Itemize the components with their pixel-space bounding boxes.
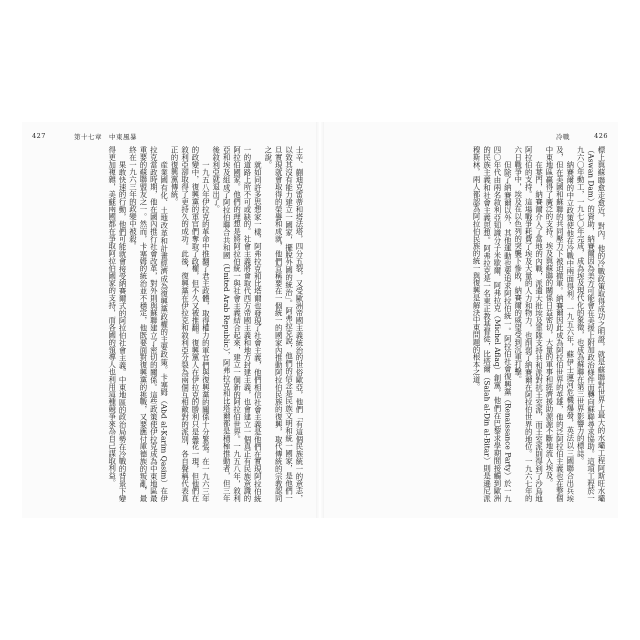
right-paragraph-4: 但除了納賽爾以外，其他運動也要追求阿拉伯統一。阿拉伯社會復興黨（Renaissance Party）於一九四〇年代由兩名敘利亞知識分子米歇爾．阿弗拉克（Michel Aflaq）創黨，他們在巴黎求學期間接觸到歐洲的民族主義和社會主義思想。阿弗拉克是一名東正教基督徒，比塔爾（Salah al-Din al-Bitar）則是遜尼派穆斯林，兩人都認為阿拉伯民族的統一與復興是解決中東問題的根本之道。 [472,146,513,502]
right-running-title: 冷戰 [556,133,570,141]
book-gutter [316,122,324,518]
left-body-text [34,146,304,502]
left-page [22,122,316,518]
right-page [324,122,618,518]
right-paragraph-1: 標上與蘇聯愈走愈近，對內，他的冷戰政策取得成功之明證，就是蘇聯對世界上最大的水壩工程阿斯旺水壩（Aswan Dam）的資助，納賽爾因為美方可能會在美援上附加政治條件而轉向蘇聯尋求協助。這項工程於一九六〇年動工，一九七〇年完成，成為埃及現代化的象徵，也成為蘇聯在第三世界影響力的標誌。 [576,146,606,502]
right-body-text [336,146,606,502]
right-paragraph-3: 在葉門，納賽爾介入了當地的內戰，派遣大批埃及軍隊支持共和派對抗王室派，而王室派則得到了沙烏地阿拉伯的支持。這場戰爭耗費了埃及大量的人力和物力，也削弱了納賽爾在阿拉伯世界的地位。一九六七年的六日戰爭中，埃及在以色列的突襲下慘敗，納賽爾的威望受到沉重打擊。 [513,146,544,502]
left-paragraph-5: 果敢快速的行動，他們可能就會接受納賽爾式的阿拉伯社會主義。中東地區的政治局勢在冷戰的背景下變得更加複雜，美蘇兩國都在爭取阿拉伯國家的支持，而各國的領導人也利用這種競爭來為自己謀取利益。 [107,146,128,502]
left-paragraph-2: 就如同許多思想家一樣，阿弗拉克和比塔爾也發現了社會主義，他們相信社會主義是他們在實現阿拉伯統一的道路上所不可或缺的。社會主義將會取代西方帝國主義和地方封建主義，也會建立一個真正有民族意識的阿拉伯國家。他們的理想是將阿拉伯統一與社會主義結合起來，建立一個新的阿拉伯世界。一九五八年，敘利亞和埃及組成了阿拉伯聯合共和國（United Arab Republic），阿弗拉克和比塔爾都是積極推動者，但三年後敘利亞就退出了。 [211,146,263,502]
left-paragraph-3: 一九五八年伊拉克的革命中推翻了君主政體，取得權力的軍官們與復興黨的關係十分緊張。在一九六三年的政變中，復興黨的軍官們奪取了政權，但不久又被推翻。復興黨人在伊拉克的勝利只是曇花一現，但他們在敘利亞卻取得了更持久的成功。此後，復興黨在伊拉克和敘利亞分裂為兩個互相敵對的派別，各自聲稱代表真正的復興黨傳統。 [170,146,211,502]
right-page-number: 426 [594,132,608,140]
left-running-title: 第十七章 中東風暴 [74,133,137,141]
left-paragraph-4: 産業國有化、土地改革和計畫經濟成為復興黨政權的主要政策。卡塞姆（Abd al-Karim Qasim）在伊拉克當政時期，他在國內推行社會改革，對外則與蘇聯建立了密切的關係。這些政策使伊拉克成為中東地區最重要的蘇聯盟友之一。然而，卡塞姆的統治並不穩定，他既要面對復興黨的挑戰，又要應付庫德族的叛亂，最終在一九六三年的政變中被殺。 [128,146,169,502]
left-page-number: 427 [32,132,46,140]
left-paragraph-1: 士辛、蒯迪克雷蒂和塔法塔，四分五裂，又受歐洲帝國主義統治的世俗歐亞，他們「有這個民族統一的意志，以致其沒有能力建立一國家，擺脫外國的統治」。阿弗拉克說，他們的信念是民族文明和統一國家，是他們一旦實現就會取得的榮譽和成就，他們宣稱要在一個統一的國家內推動阿拉伯民族的復興，取代傳統的宗教認同之說。 [263,146,304,502]
right-paragraph-2: 納賽爾的中立政策使他在冷戰中兩面得利。一九五六年，蘇伊士運河危機爆發，英法以三國聯合出兵埃及，但在美國和蘇聯的共同壓力下被迫撤軍。納賽爾因此成為阿拉伯世界的英雄，他的泛阿拉伯主義也在整個中東地區贏得了廣泛的支持。埃及與蘇聯的關係日益密切，大量的軍事和經濟援助源源不斷地流入埃及。 [544,146,575,502]
